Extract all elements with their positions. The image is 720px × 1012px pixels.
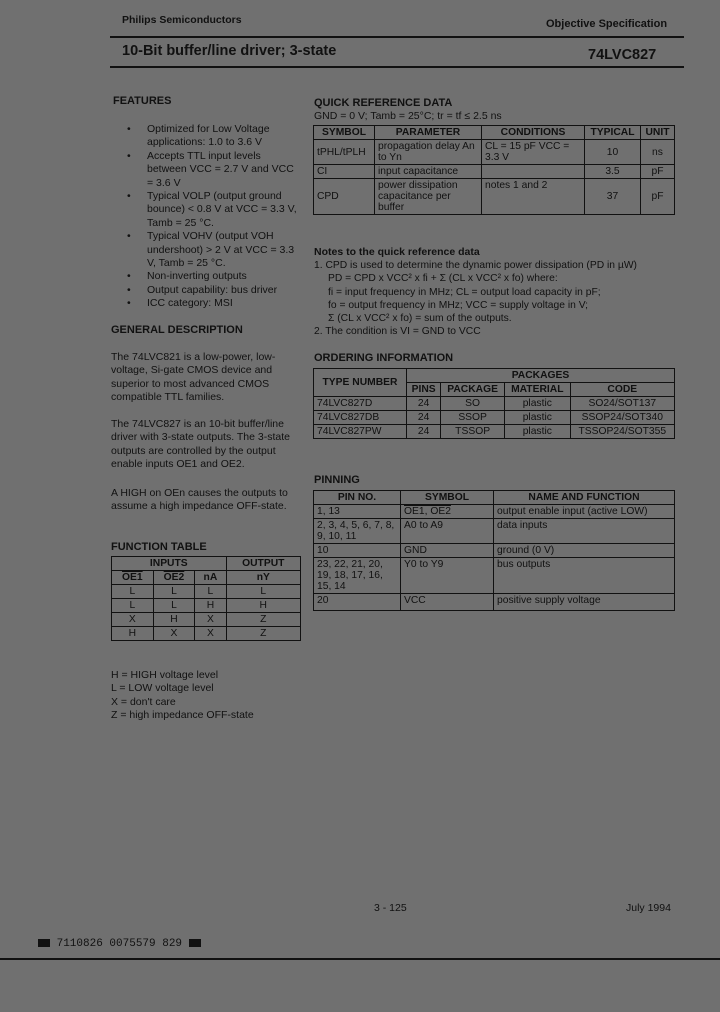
col-conditions: CONDITIONS [482,126,585,140]
cell: SO [441,397,505,411]
page-number: 3 - 125 [374,902,407,914]
cell: SSOP24/SOT340 [570,411,674,425]
col-parameter: PARAMETER [375,126,482,140]
legend-item: Z = high impedance OFF-state [111,709,254,722]
col-oe1: OE1 [112,571,154,585]
cell: CPD [314,179,375,215]
cell: L [195,585,226,599]
feature-item: • Typical VOHV (output VOH undershoot) > 2 V at VCC = 3.3 V, Tamb = 25 °C. [127,230,295,270]
features-list [127,123,297,311]
table-row [314,411,675,425]
cell: L [226,585,300,599]
note-1: 1. CPD is used to determine the dynamic power dissipation (PD in µW) [314,260,637,272]
cell: 74LVC827D [314,397,407,411]
cell: 20 [314,594,401,611]
col-type-number: TYPE NUMBER [314,369,407,397]
bottom-rule [0,958,720,960]
pinning-heading: PINNING [314,474,360,486]
table-row [314,558,675,594]
cell: H [153,613,195,627]
general-p1: The 74LVC821 is a low-power, low-voltage, Si-gate CMOS device and superior to most advanced CMOS compatible TTL families. [111,351,276,404]
barcode-mark [189,939,201,947]
table-row [314,544,675,558]
cell: 1, 13 [314,505,401,519]
col-code: CODE [570,383,674,397]
note-1-line: Σ (CL x VCC² x fo) = sum of the outputs. [328,313,512,325]
cell: CL = 15 pF VCC = 3.3 V [482,140,585,165]
col-symbol: SYMBOL [314,126,375,140]
cell: 10 [585,140,641,165]
note-1-line: fi = input frequency in MHz; CL = output load capacity in pF; [328,286,601,298]
cell: 24 [407,397,441,411]
col-typical: TYPICAL [585,126,641,140]
function-table-heading: FUNCTION TABLE [111,541,207,553]
packages-header: PACKAGES [407,369,675,383]
feature-item: • Output capability: bus driver [127,283,278,296]
col-package: PACKAGE [441,383,505,397]
quick-ref-heading: QUICK REFERENCE DATA [314,97,453,109]
feature-item: • ICC category: MSI [127,297,233,310]
table-row [314,505,675,519]
cell: L [153,599,195,613]
col-symbol: SYMBOL [401,491,494,505]
quick-ref-table [313,125,675,215]
cell: tPHL/tPLH [314,140,375,165]
cell: L [112,599,154,613]
cell: pF [640,179,674,215]
general-p3: A HIGH on OEn causes the outputs to assume a high impedance OFF-state. [111,487,288,513]
table-row [112,585,301,599]
function-legend [111,669,254,723]
cell: OE1, OE2 [401,505,494,519]
publish-date: July 1994 [626,902,671,914]
pinning-table [313,490,675,611]
cell: X [112,613,154,627]
note-1-formula: PD = CPD x VCC² x fi + Σ (CL x VCC² x fo) where: [328,273,558,285]
cell: ns [640,140,674,165]
ordering-table [313,368,675,439]
table-row [314,179,675,215]
note-2: 2. The condition is VI = GND to VCC [314,326,481,338]
cell: power dissipation capacitance per buffer [375,179,482,215]
cell: data inputs [494,519,675,544]
table-row [112,613,301,627]
cell: plastic [504,411,570,425]
cell: Z [226,613,300,627]
feature-item: • Accepts TTL input levels between VCC = 2.7 V and VCC = 3.6 V [127,149,294,189]
legend-item: L = LOW voltage level [111,682,214,695]
cell [482,165,585,179]
table-row [314,165,675,179]
output-header: OUTPUT [226,557,300,571]
cell: 3.5 [585,165,641,179]
quick-ref-notes [314,246,704,338]
feature-item: • Non-inverting outputs [127,270,247,283]
general-p2: The 74LVC827 is an 10-bit buffer/line driver with 3-state outputs. The 3-state outputs are controlled by the output enable inputs OE1 and OE2. [111,418,290,471]
features-heading: FEATURES [113,95,172,107]
table-row [112,627,301,641]
cell: pF [640,165,674,179]
col-ny: nY [226,571,300,585]
cell: input capacitance [375,165,482,179]
barcode-text: 7110826 0075579 829 [56,938,183,950]
cell: bus outputs [494,558,675,594]
notes-heading: Notes to the quick reference data [314,246,480,258]
cell: L [153,585,195,599]
cell: CI [314,165,375,179]
cell: X [195,613,226,627]
cell: TSSOP24/SOT355 [570,425,674,439]
col-pins: PINS [407,383,441,397]
table-row [314,140,675,165]
spec-type: Objective Specification [546,18,668,30]
cell: notes 1 and 2 [482,179,585,215]
cell: SSOP [441,411,505,425]
table-row [314,594,675,611]
feature-item: • Typical VOLP (output ground bounce) < 0.8 V at VCC = 3.3 V, Tamb = 25 °C. [127,190,297,229]
quick-ref-conditions: GND = 0 V; Tamb = 25°C; tr = tf ≤ 2.5 ns [314,110,502,122]
table-row [314,519,675,544]
part-number: 74LVC827 [588,47,657,63]
cell: H [112,627,154,641]
col-unit: UNIT [640,126,674,140]
title-rule [110,66,684,68]
cell: SO24/SOT137 [570,397,674,411]
cell: positive supply voltage [494,594,675,611]
cell: 24 [407,425,441,439]
col-pin-no: PIN NO. [314,491,401,505]
cell: output enable input (active LOW) [494,505,675,519]
cell: plastic [504,425,570,439]
cell: 2, 3, 4, 5, 6, 7, 8, 9, 10, 11 [314,519,401,544]
cell: GND [401,544,494,558]
col-oe2: OE2 [153,571,195,585]
cell: L [112,585,154,599]
general-heading: GENERAL DESCRIPTION [111,324,243,336]
note-1-line: fo = output frequency in MHz; VCC = supply voltage in V; [328,299,589,311]
inputs-header: INPUTS [112,557,227,571]
cell: H [195,599,226,613]
cell: 23, 22, 21, 20, 19, 18, 17, 16, 15, 14 [314,558,401,594]
cell: plastic [504,397,570,411]
cell: 37 [585,179,641,215]
ordering-heading: ORDERING INFORMATION [314,352,454,364]
function-table [111,556,301,641]
cell: 10 [314,544,401,558]
cell: ground (0 V) [494,544,675,558]
feature-item: • Optimized for Low Voltage applications: 1.0 to 3.6 V [127,123,270,149]
company-name: Philips Semiconductors [122,14,242,26]
legend-item: X = don't care [111,695,176,708]
cell: H [226,599,300,613]
col-na: nA [195,571,226,585]
cell: 74LVC827PW [314,425,407,439]
cell: propagation delay An to Yn [375,140,482,165]
barcode-mark [38,939,50,947]
legend-item: H = HIGH voltage level [111,669,219,681]
cell: A0 to A9 [401,519,494,544]
table-row [112,599,301,613]
barcode-line [38,938,201,950]
page-title: 10-Bit buffer/line driver; 3-state [122,43,337,59]
cell: Y0 to Y9 [401,558,494,594]
cell: 24 [407,411,441,425]
cell: X [153,627,195,641]
col-material: MATERIAL [504,383,570,397]
cell: VCC [401,594,494,611]
table-row [314,397,675,411]
header-rule [110,36,684,38]
cell: 74LVC827DB [314,411,407,425]
table-row [314,425,675,439]
cell: X [195,627,226,641]
cell: Z [226,627,300,641]
col-name-function: NAME AND FUNCTION [494,491,675,505]
cell: TSSOP [441,425,505,439]
